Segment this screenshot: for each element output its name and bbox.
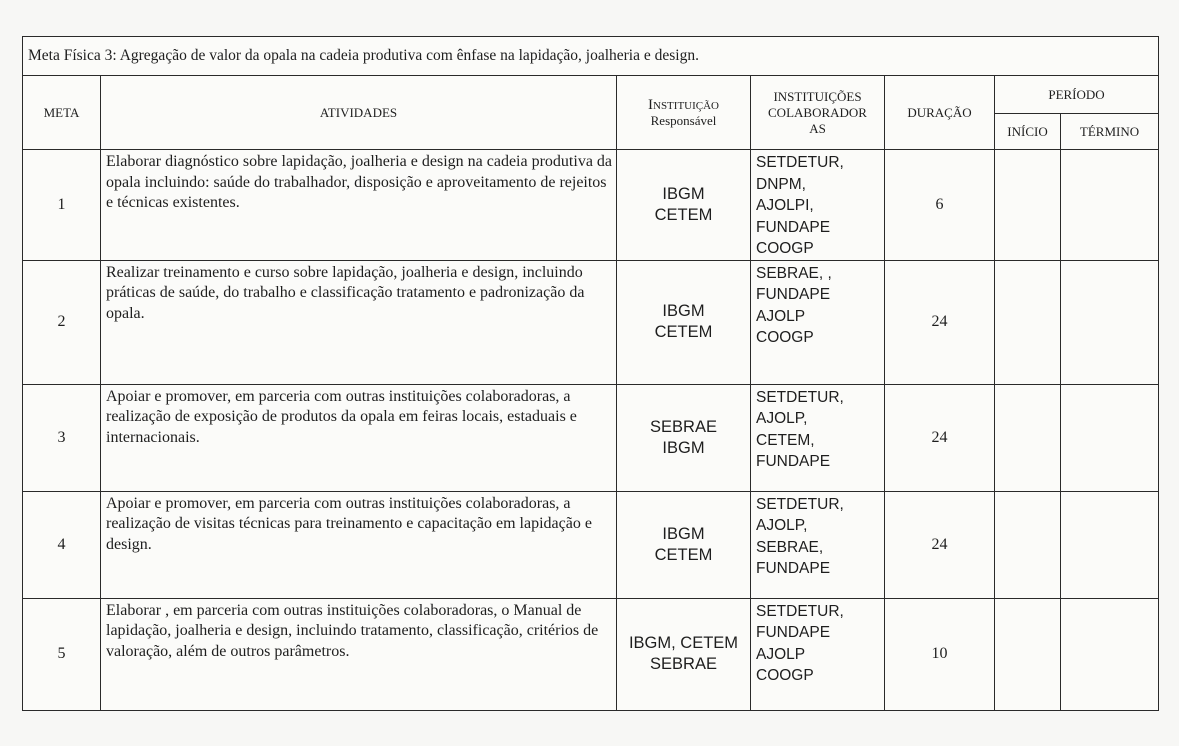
title-row (23, 37, 1159, 76)
end-period (1061, 260, 1159, 384)
collaborator-line: SETDETUR, (756, 495, 844, 513)
activity-text: Apoiar e promover, em parceria com outras instituições colaboradoras, a realização de visitas técnicas para treinamento e capacitação em lapidação e design. (101, 491, 617, 598)
meta-number: 5 (23, 598, 101, 710)
collaborating-institutions (751, 150, 885, 261)
collaborator-line: SETDETUR, (756, 602, 844, 620)
table-row (23, 384, 1159, 491)
responsible-line: CETEM (654, 323, 713, 341)
collaborator-line: COOGP (756, 329, 814, 346)
header-colab-line3: AS (809, 120, 826, 136)
responsible-line: IBGM (662, 302, 705, 320)
table-row (23, 260, 1159, 384)
end-period (1061, 384, 1159, 491)
collaborator-line: AJOLP (756, 645, 806, 663)
start-period (995, 150, 1061, 261)
collaborating-institutions (751, 491, 885, 598)
end-period (1061, 491, 1159, 598)
header-instituicoes-colaboradoras (751, 76, 885, 150)
collaborator-line: FUNDAPE (756, 560, 831, 577)
collaborator-line: COOGP (756, 240, 814, 257)
collaborator-line: FUNDAPE (756, 624, 831, 641)
table-title: Meta Física 3: Agregação de valor da opala na cadeia produtiva com ênfase na lapidação, joalheria e design. (23, 37, 1159, 76)
meta-number: 1 (23, 150, 101, 261)
responsible-line: SEBRAE (650, 655, 717, 673)
collaborator-line: SETDETUR, (756, 154, 844, 171)
collaborator-line: AJOLP, (756, 517, 808, 534)
header-termino: TÉRMINO (1061, 114, 1159, 150)
responsible-institution (617, 598, 751, 710)
responsible-institution (617, 491, 751, 598)
responsible-line: IBGM (662, 184, 705, 203)
responsible-line: SEBRAE (650, 417, 717, 436)
collaborating-institutions (751, 384, 885, 491)
end-period (1061, 150, 1159, 261)
start-period (995, 491, 1061, 598)
header-instituicao-line2: Responsável (650, 112, 717, 128)
responsible-line: CETEM (654, 545, 713, 564)
start-period (995, 260, 1061, 384)
header-instituicao-line1: Instituição (648, 96, 719, 113)
responsible-line: IBGM, CETEM (628, 634, 739, 652)
header-inicio: INÍCIO (995, 114, 1061, 150)
collaborator-line: DNPM, (756, 175, 806, 193)
table-row (23, 598, 1159, 710)
collaborator-line: AJOLP (756, 307, 806, 325)
collaborator-line: FUNDAPE (756, 286, 831, 303)
collaborator-line: FUNDAPE (756, 453, 831, 470)
responsible-institution (617, 150, 751, 261)
start-period (995, 384, 1061, 491)
meta-number: 3 (23, 384, 101, 491)
collaborator-line: CETEM, (756, 431, 815, 449)
collaborator-line: AJOLP, (756, 410, 808, 427)
collaborator-line: AJOLPI, (756, 197, 814, 214)
table-row (23, 491, 1159, 598)
end-period (1061, 598, 1159, 710)
responsible-institution (617, 260, 751, 384)
activity-text: Elaborar , em parceria com outras instituições colaboradoras, o Manual de lapidação, joalheria e design, incluindo tratamento, classificação, critérios de valoração, além de outros parâmetros. (101, 598, 617, 710)
activity-text: Apoiar e promover, em parceria com outras instituições colaboradoras, a realização de exposição de produtos da opala em feiras locais, estaduais e internacionais. (101, 384, 617, 491)
duration: 24 (885, 384, 995, 491)
header-row (23, 76, 1159, 114)
header-meta: META (23, 76, 101, 150)
duration: 6 (885, 150, 995, 261)
responsible-line: IBGM (662, 438, 705, 457)
header-duracao: DURAÇÃO (885, 76, 995, 150)
duration: 24 (885, 491, 995, 598)
collaborating-institutions (751, 598, 885, 710)
header-colab-line1: INSTITUIÇÕES (773, 88, 862, 104)
header-periodo: PERÍODO (995, 76, 1159, 114)
meta-number: 4 (23, 491, 101, 598)
collaborator-line: FUNDAPE (756, 218, 831, 236)
activity-text: Elaborar diagnóstico sobre lapidação, joalheria e design na cadeia produtiva da opala incluindo: saúde do trabalhador, disposição e aproveitamento de rejeitos e técnicas existentes. (101, 150, 617, 261)
collaborator-line: COOGP (756, 667, 814, 684)
header-atividades: ATIVIDADES (101, 76, 617, 150)
header-instituicao-responsavel (617, 76, 751, 150)
table-row (23, 150, 1159, 261)
duration: 10 (885, 598, 995, 710)
collaborator-line: SEBRAE, (756, 538, 824, 556)
duration: 24 (885, 260, 995, 384)
document-page (22, 36, 1158, 711)
goals-table (22, 36, 1159, 711)
collaborator-line: SETDETUR, (756, 388, 844, 406)
collaborator-line: SEBRAE, , (756, 264, 832, 282)
responsible-line: IBGM (662, 524, 705, 543)
header-colab-line2: COLABORADOR (768, 104, 867, 120)
responsible-line: CETEM (654, 205, 713, 224)
activity-text: Realizar treinamento e curso sobre lapidação, joalheria e design, incluindo práticas de saúde, do trabalho e classificação tratamento e padronização da opala. (101, 260, 617, 384)
responsible-institution (617, 384, 751, 491)
collaborating-institutions (751, 260, 885, 384)
start-period (995, 598, 1061, 710)
meta-number: 2 (23, 260, 101, 384)
